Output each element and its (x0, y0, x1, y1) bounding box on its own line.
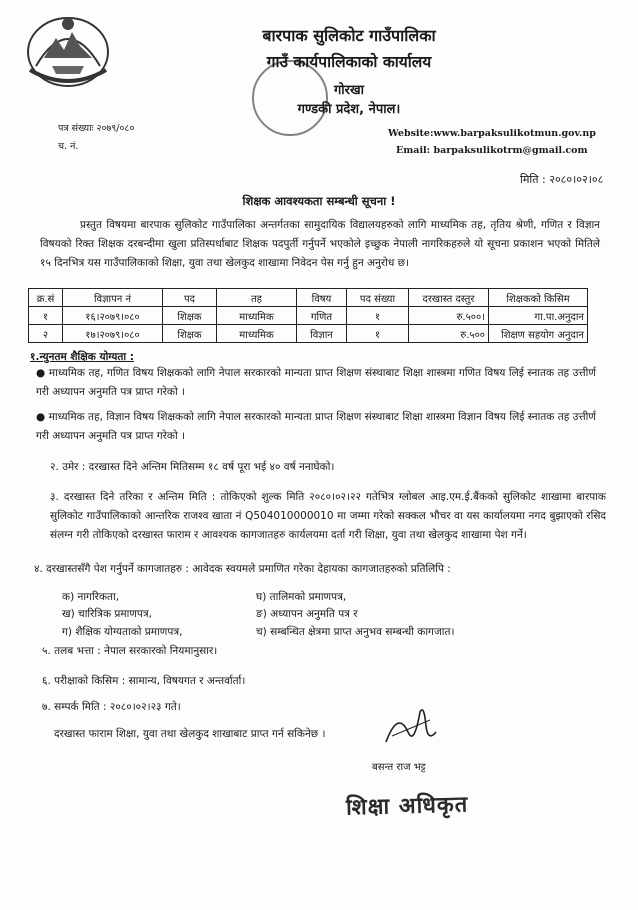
col-fee: दरखास्त दस्तुर (409, 289, 489, 307)
col-subject: विषय (297, 289, 347, 307)
office-stamp-icon (252, 60, 328, 136)
exam-type: ६. परीक्षाको किसिम : सामान्य, विषयगत र अन्तर्वार्ता। (42, 675, 246, 687)
document-item: क) नागरिकता, (62, 591, 120, 603)
cell-count: १ (347, 325, 409, 343)
qualification-math: ● माध्यमिक तह, गणित विषय शिक्षकको लागि नेपाल सरकारको मान्यता प्राप्त शिक्षण संस्थाबाट शिक्षा शास्त्रमा गणित विषय लिई स्नातक तह उत्तीर्ण गरी अध्यापन अनुमति पत्र प्राप्त गरेको । (36, 367, 596, 398)
signatory-name: बसन्त राज भट्ट (372, 762, 426, 773)
vacancy-table (28, 288, 588, 343)
cell-post: शिक्षक (163, 325, 217, 343)
cell-sn: २ (29, 325, 63, 343)
col-count: पद संख्या (347, 289, 409, 307)
table-header-row (29, 289, 588, 307)
age-requirement: २. उमेर : दरखास्त दिने अन्तिम मितिसम्म १८ वर्ष पूरा भई ४० वर्ष ननाघेको। (50, 461, 335, 473)
cell-count: १ (347, 307, 409, 325)
table-row (29, 325, 588, 343)
col-level: तह (217, 289, 297, 307)
document-item: ख) चारित्रिक प्रमाणपत्र, (62, 608, 153, 620)
col-ad-no: विज्ञापन नं (63, 289, 163, 307)
qualification-science: ● माध्यमिक तह, विज्ञान विषय शिक्षकको लागि नेपाल सरकारको मान्यता प्राप्त शिक्षण संस्थाबाट शिक्षा शास्त्रमा विज्ञान विषय लिई स्नातक तह उत्तीर्ण गरी अध्यापन अनुमति पत्र प्राप्त गरेको । (36, 411, 596, 442)
form-note: दरखास्त फाराम शिक्षा, युवा तथा खेलकुद शाखाबाट प्राप्त गर्न सकिनेछ । (54, 728, 326, 740)
office-subtitle: गाउँ कार्यपालिकाको कार्यालय (266, 53, 432, 71)
cell-ad-no: १६।२०७९।०८० (63, 307, 163, 325)
cell-fee: रु.५०० (409, 325, 489, 343)
cell-post: शिक्षक (163, 307, 217, 325)
office-name: बारपाक सुलिकोट गाउँपालिका (262, 26, 436, 45)
salary-info: ५. तलब भत्ता : नेपाल सरकारको नियमानुसार। (42, 645, 218, 657)
contact-date: ७. सम्पर्क मिति : २०८०।०२।२३ गते। (42, 701, 181, 713)
table-row (29, 307, 588, 325)
letter-number: पत्र संख्याः २०७९/०८० (58, 123, 135, 134)
document-item: ङ) अध्यापन अनुमति पत्र र (256, 608, 358, 620)
dispatch-number: च. नं. (58, 141, 79, 152)
document-item: ग) शैक्षिक योग्यताको प्रमाणपत्र, (62, 626, 183, 638)
cell-type: गा.पा.अनुदान (489, 307, 588, 325)
cell-level: माध्यमिक (217, 307, 297, 325)
designation-stamp: शिक्षा अधिकृत (345, 792, 469, 821)
document-item: घ) तालिमको प्रमाणपत्र, (256, 591, 347, 603)
documents-title: ४. दरखास्तसँगै पेश गर्नुपर्ने कागजातहरु : आवेदक स्वयमले प्रमाणित गरेका देहायका कागजातहरुको प्रतिलिपि : (34, 563, 451, 575)
signature-icon (380, 702, 440, 750)
office-district: गोरखा (333, 83, 364, 98)
col-sn: क्र.सं (29, 289, 63, 307)
qualification-title: १.न्युनतम शैक्षिक योग्यता : (30, 351, 134, 363)
office-province: गण्डकी प्रदेश, नेपाल। (297, 102, 401, 117)
col-type: शिक्षकको किसिम (489, 289, 588, 307)
cell-level: माध्यमिक (217, 325, 297, 343)
cell-subject: गणित (297, 307, 347, 325)
cell-ad-no: १७।२०७९।०८० (63, 325, 163, 343)
cell-subject: विज्ञान (297, 325, 347, 343)
document-item: च) सम्बन्धित क्षेत्रमा प्राप्त अनुभव सम्बन्धी कागजात। (256, 626, 455, 638)
notice-title: शिक्षक आवश्यकता सम्बन्धी सूचना ! (242, 194, 396, 208)
cell-fee: रु.५००। (409, 307, 489, 325)
website: Website:www.barpaksulikotmun.gov.np (388, 128, 596, 139)
application-method: ३. दरखास्त दिने तरिका र अन्तिम मिति : तोकिएको शुल्क मिति २०८०।०२।२२ गतेभित्र ग्लोबल आइ.एम.ई.बैंकको सुलिकोट शाखामा बारपाक सुलिकोट गाउँपालिकाको आन्तरिक राजश्व खाता नं Q504010000010 मा जम्मा गरेको सक्कल भौचर वा यस कार्यालयमा नगद बुझाएको रसिद संलग्न गरी तोकिएको दरखास्त फाराम र आवश्यक कागजातहरु कार्यलयमा दर्ता गरी शिक्षा, युवा तथा खेलकुद शाखामा पेश गर्ने। (50, 491, 606, 541)
email: Email: barpaksulikotrm@gmail.com (396, 145, 588, 156)
col-post: पद (163, 289, 217, 307)
cell-sn: १ (29, 307, 63, 325)
intro-paragraph: प्रस्तुत विषयमा बारपाक सुलिकोट गाउँपालिका अन्तर्गतका सामुदायिक विद्यालयहरुको लागि माध्यमिक तह, तृतिय श्रेणी, गणित र विज्ञान विषयको रिक्त शिक्षक दरबन्दीमा खुला प्रतिस्पर्धाबाट शिक्षक पदपुर्ती गर्नुपर्ने भएकोले इच्छुक नेपाली नागरिकहरुले यो सूचना प्रकाशन भएको मितिले १५ दिनभित्र यस गाउँपालिकाको शिक्षा, युवा तथा खेलकुद शाखामा निवेदन पेस गर्नु हुन अनुरोध छ। (40, 219, 600, 269)
notice-date: मिति : २०८०।०२।०८ (520, 173, 604, 186)
cell-type: शिक्षण सहयोग अनुदान (489, 325, 588, 343)
